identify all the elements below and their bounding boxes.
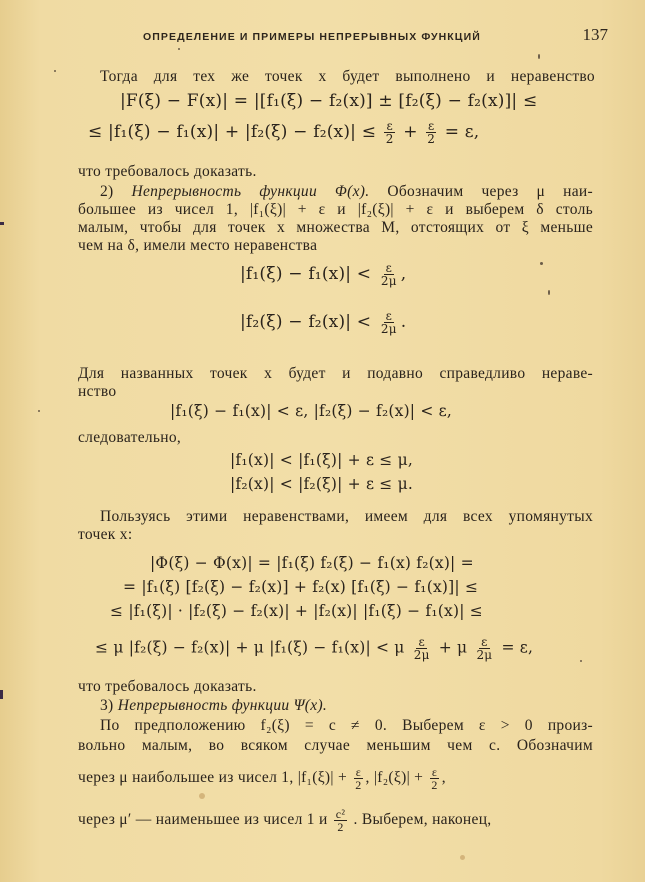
paper-speck (38, 410, 40, 412)
plus-sign: + (403, 122, 418, 142)
fraction (474, 636, 494, 661)
running-head-title: ОПРЕДЕЛЕНИЕ И ПРИМЕРЫ НЕПРЕРЫВНЫХ ФУНКЦИЙ (143, 31, 481, 43)
fraction-denominator: 2 (385, 132, 394, 146)
paper-blot (199, 793, 205, 799)
formula-abs-F: |F(ξ) − F(x)| = |[f₁(ξ) − f₂(x)] ± [f₂(ξ) − f₂(x)]| ≤ (120, 91, 538, 111)
paragraph-line: вольно малым, во всяком случае меньшим чем c. Обозначим (78, 737, 593, 754)
paragraph-line: Пользуясь этими неравенствами, имеем для всех упомянутых (100, 508, 593, 525)
formula-part: |f₂(ξ) − f₂(x)| < (240, 312, 372, 332)
paragraph-text: . Выберем, наконец, (353, 811, 492, 829)
formula-eps-bounds: |f₁(ξ) − f₁(x)| < ε, |f₂(ξ) − f₂(x)| < ε, (170, 402, 453, 420)
fraction-denominator: 2 (427, 132, 436, 146)
fraction-numerator: ε (385, 309, 392, 323)
fraction-numerator: c² (335, 807, 346, 821)
fraction (353, 766, 363, 791)
formula-part: = ε, (444, 122, 480, 142)
paper-speck (580, 660, 582, 662)
paper-speck (178, 48, 180, 50)
paragraph-text: , (441, 769, 446, 787)
section-3-heading-line (100, 697, 593, 715)
paragraph-text: через μ′ — наименьшее из чисел 1 и (78, 811, 328, 829)
formula-part: + μ (438, 638, 468, 657)
edge-mark (0, 222, 4, 225)
fraction-denominator: 2μ (476, 648, 493, 662)
running-head (143, 25, 608, 45)
paper-blot (460, 855, 465, 860)
formula-f1-mu: |f₁(x)| < |f₁(ξ)| + ε ≤ μ, (230, 451, 414, 469)
fraction (379, 310, 399, 335)
paper-speck (538, 54, 540, 59)
paragraph-line: Тогда для тех же точек x будет выполнено и неравенство (100, 68, 595, 85)
fraction (384, 120, 396, 145)
formula-phi-4 (95, 636, 533, 661)
paragraph-line: По предположению f₂(ξ) = c ≠ 0. Выберем ε > 0 произ- (100, 717, 593, 734)
fraction (379, 262, 399, 287)
period: . (400, 312, 407, 332)
paragraph-line: точек x: (78, 526, 133, 543)
formula-part: |f₁(ξ) − f₁(x)| < (240, 264, 372, 284)
fraction-denominator: 2 (355, 778, 362, 792)
paragraph-line-with-fraction (78, 808, 618, 833)
fraction-denominator: 2μ (380, 274, 397, 288)
fraction (425, 120, 437, 145)
fraction-numerator: ε (427, 119, 435, 133)
formula-phi-3: ≤ |f₁(ξ)| · |f₂(ξ) − f₂(x)| + |f₂(x)| |f₁(ξ) − f₁(x)| ≤ (110, 602, 483, 620)
fraction (412, 636, 432, 661)
formula-phi-2: = |f₁(ξ) [f₂(ξ) − f₂(x)] + f₂(x) [f₁(ξ) − f₁(x)]| ≤ (123, 578, 479, 596)
comma: , (400, 264, 407, 284)
fraction-denominator: 2μ (413, 648, 430, 662)
fraction-numerator: ε (355, 765, 362, 779)
fraction-numerator: ε (418, 635, 425, 649)
paragraph-line-with-fractions (78, 766, 618, 791)
fraction-denominator: 2 (337, 820, 344, 834)
paragraph-line: что требовалось доказать. (78, 678, 257, 695)
paragraph-text: , |f₂(ξ)| + (365, 769, 424, 787)
fraction-numerator: ε (385, 261, 392, 275)
fraction-denominator: 2 (431, 778, 438, 792)
formula-part: = ε, (501, 638, 534, 657)
paragraph-text: Обозначим через μ наи- (387, 183, 593, 200)
paper-speck (540, 262, 543, 265)
fraction-denominator: 2μ (380, 322, 397, 336)
section-title: Непрерывность функции Φ(x). (131, 183, 370, 200)
formula-f2-bound (240, 310, 406, 335)
paragraph-line: чем на δ, имели место неравенства (78, 237, 318, 254)
paragraph-line: малым, чтобы для точек x множества M, отстоящих от ξ меньше (78, 219, 593, 236)
paragraph-line: нство (78, 383, 117, 400)
formula-abs-f-sum (88, 120, 479, 145)
formula-part: ≤ μ |f₂(ξ) − f₂(x)| + μ |f₁(ξ) − f₁(x)| < μ (95, 638, 405, 657)
paragraph-line: большее из чисел 1, |f₁(ξ)| + ε и |f₂(ξ)| + ε и выберем δ столь (78, 201, 593, 218)
fraction (334, 808, 348, 833)
formula-phi-1: |Φ(ξ) − Φ(x)| = |f₁(ξ) f₂(ξ) − f₁(x) f₂(x)| = (150, 554, 474, 572)
paragraph-line: Для названных точек x будет и подавно справедливо нераве- (78, 365, 593, 382)
formula-part: ≤ |f₁(ξ) − f₁(x)| + |f₂(ξ) − f₂(x)| ≤ (88, 122, 377, 142)
fraction-numerator: ε (386, 119, 393, 133)
formula-f2-mu: |f₂(x)| < |f₂(ξ)| + ε ≤ μ. (230, 475, 414, 493)
formula-f1-bound (240, 262, 406, 287)
section-2-heading-line (100, 183, 593, 201)
paper-speck (54, 70, 56, 72)
paragraph-line: следовательно, (78, 429, 182, 446)
edge-mark (0, 690, 3, 699)
page-number: 137 (582, 25, 608, 44)
fraction (429, 766, 439, 791)
section-title: Непрерывность функции Ψ(x). (117, 697, 328, 714)
section-number: 2) (100, 183, 114, 200)
paragraph-line: что требовалось доказать. (78, 163, 257, 180)
fraction-numerator: ε (481, 635, 488, 649)
section-number: 3) (100, 697, 114, 714)
paper-speck (548, 290, 550, 295)
fraction-numerator: ε (431, 765, 438, 779)
paragraph-text: через μ наибольшее из чисел 1, |f₁(ξ)| + (78, 769, 348, 787)
